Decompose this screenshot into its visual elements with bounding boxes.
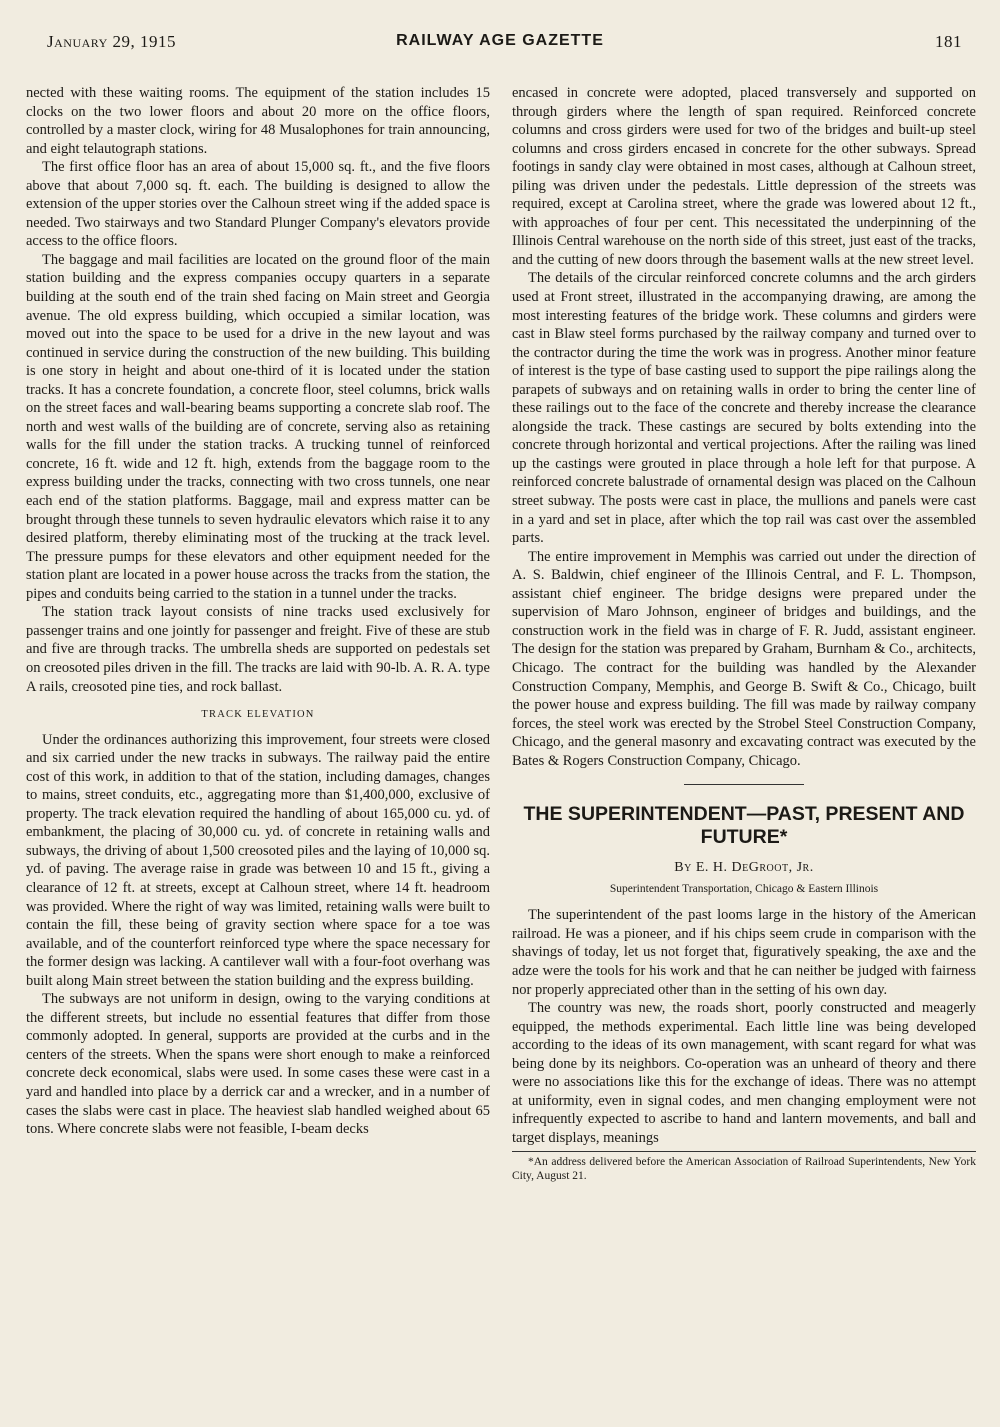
footnote: *An address delivered before the American Association of Railroad Superintendents, New York City, August 21.: [512, 1156, 976, 1182]
footnote-rule: [512, 1151, 976, 1152]
section-divider: [684, 784, 804, 785]
left-column: [26, 84, 490, 1139]
paragraph: The superintendent of the past looms large in the history of the American railroad. He was a pioneer, and if his chips seem crude in comparison with the shavings of today, let us not forget that, figuratively speaking, the axe and the adze were the tools for his work and that he can neither be judged with fairness nor properly appreciated other than in the setting of his own day.: [512, 907, 976, 998]
journal-title: RAILWAY AGE GAZETTE: [396, 32, 604, 49]
paragraph: The first office floor has an area of about 15,000 sq. ft., and the five floors above that about 7,000 sq. ft. each. The building is designed to allow the extension of the upper stories over the Calhoun street wing if the added space is needed. Two stairways and two Standard Plunger Company's elevators provide access to the office floors.: [26, 159, 490, 250]
paragraph: The details of the circular reinforced concrete columns and the arch girders used at Front street, illustrated in the accompanying drawing, are among the most interesting features of the bridge work. These columns and girders were cast in Blaw steel forms purchased by the railway company and turned over to the contractor during the time the work was in progress. Another minor feature of interest is the type of base casting used to support the pipe railings along the parapets of subways and on retaining walls in order to bring the center line of these railings out to the face of the concrete and thereby increase the clearance alongside the track. These castings are secured by bolts extending into the concrete through horizontal and vertical projections. After the railing was lined up the castings were grouted in place through a hole left for that purpose. A reinforced concrete balustrade of ornamental design was placed on the Calhoun street subway. The posts were cast in place, the mullions and panels were cast in a yard and set in place, after which the top rail was cast over the assembled parts.: [512, 270, 976, 547]
text-columns: [26, 84, 974, 1404]
paragraph: encased in concrete were adopted, placed transversely and supported on through girders where the length of span required. Reinforced concrete columns and cross girders were used for two of the bridges and built-up steel columns and cross girders encased in concrete for the other subways. Spread footings in sandy clay were obtained in most cases, although at Calhoun street, piling was driven under the pedestals. Little depression of the streets was required, except at Carolina street, where the grade was lowered about 12 ft., with approaches of four per cent. This necessitated the underpinning of the Illinois Central warehouse on the north side of this street, just east of the tracks, and the cutting of new doors through the basement walls at the new street level.: [512, 85, 976, 268]
article-title: THE SUPERINTENDENT—PAST, PRESENT AND FUTURE*: [523, 803, 965, 849]
right-column: [512, 84, 976, 1183]
paragraph: The entire improvement in Memphis was carried out under the direction of A. S. Baldwin, chief engineer of the Illinois Central, and F. L. Thompson, assistant chief engineer. The bridge designs were prepared under the supervision of Maro Johnson, engineer of bridges and buildings, and the construction work in the field was in charge of F. R. Judd, assistant engineer. The design for the station was prepared by Graham, Burnham & Co., architects, Chicago. The contract for the building was handled by the Alexander Construction Company, Memphis, and George B. Swift & Co., Chicago, built the power house and express building. The fill was made by railway company forces, the steel work was erected by the Strobel Steel Construction Company, Chicago, and the general masonry and excavating contract was executed by the Bates & Rogers Construction Company, Chicago.: [512, 548, 976, 769]
issue-date: January 29, 1915: [47, 32, 177, 51]
running-head: [26, 28, 974, 54]
section-subhead: TRACK ELEVATION: [201, 709, 315, 721]
paragraph: The subways are not uniform in design, owing to the varying conditions at the different streets, but include no essential features that differ from those commonly adopted. In general, supports are provided at the curbs and in the centers of the streets. When the spans were short enough to make a reinforced concrete deck economical, slabs were used. In some cases these were cast in a yard and handled into place by a derrick car and a wrecker, and in a number of cases the slabs were cast in place. The heaviest slab handled weighed about 65 tons. Where concrete slabs were not feasible, I-beam decks: [26, 991, 490, 1138]
paragraph: The station track layout consists of nine tracks used exclusively for passenger trains and one jointly for passenger and freight. Five of these are stub and five are through tracks. The umbrella sheds are supported on pedestals set on creosoted piles driven in the fill. The tracks are laid with 90-lb. A. R. A. type A rails, creosoted pine ties, and rock ballast.: [26, 604, 490, 695]
paragraph: The baggage and mail facilities are located on the ground floor of the main station building and the express companies occupy quarters in a separate building at the south end of the train shed facing on Main street and Georgia avenue. The old express building, which occupied a similar location, was moved out into the space to be used for a drive in the new layout and was continued in service during the construction of the new building. This building is one story in height and about one-third of it is located under the station tracks. It has a concrete foundation, a concrete floor, steel columns, brick walls on the street faces and wall-bearing beams supporting a concrete slab roof. The north and west walls of the building are of concrete, serving also as retaining walls for the fill under the station tracks. A trucking tunnel of reinforced concrete, 16 ft. wide and 12 ft. high, extends from the baggage room to the express building under the tracks, connecting with two cross tunnels, one near each end of the station platforms. Baggage, mail and express matter can be brought through these tunnels to seven hydraulic elevators which raise it to any desired platform, thereby eliminating most of the trucking at the track level. The pressure pumps for these elevators and other equipment needed for the station plant are located in a power house across the tracks from the station, the pipes and conduits being carried to the station in a tunnel under the tracks.: [26, 251, 490, 602]
paragraph: The country was new, the roads short, poorly constructed and meagerly equipped, the methods experimental. Each little line was being developed according to the ideas of its own management, with scant regard for what was being done by its neighbors. Co-operation was an unheard of theory and there were no associations like this for the exchange of ideas. There was no attempt at uniformity, even in signal codes, and men changing employment were not infrequently expected to ascribe to hand and lantern movements, and ball and target displays, meanings: [512, 1000, 976, 1146]
paragraph: nected with these waiting rooms. The equipment of the station includes 15 clocks on the two lower floors and about 20 more on the office floors, controlled by a master clock, wiring for 48 Musalophones for train announcing, and eight telautograph stations.: [26, 85, 490, 157]
author-affiliation: Superintendent Transportation, Chicago & Eastern Illinois: [609, 882, 879, 895]
paragraph: Under the ordinances authorizing this improvement, four streets were closed and six carried under the new tracks in subways. The railway paid the entire cost of this work, in addition to that of the station, including damages, changes to mains, street conduits, etc., aggregating more than $1,400,000, exclusive of property. The track elevation required the handling of about 165,000 cu. yd. of embankment, the placing of 30,000 cu. yd. of concrete in retaining walls and subways, the driving of about 1,500 creosoted piles and the laying of 10,000 sq. yd. of paving. The average raise in grade was between 10 and 15 ft., giving a clearance of 12 ft. at streets, except at Calhoun street, where 14 ft. headroom was provided. Where the right of way was limited, retaining walls were built to contain the fill, these being of gravity section where space for a toe was available, and of the counterfort reinforced type where the space necessary for the former design was lacking. A cantilever wall with a four-foot overhang was built along Main street between the station building and the express building.: [26, 731, 490, 989]
byline: By E. H. DeGroot, Jr.: [674, 860, 814, 876]
page-number: 181: [935, 32, 962, 51]
